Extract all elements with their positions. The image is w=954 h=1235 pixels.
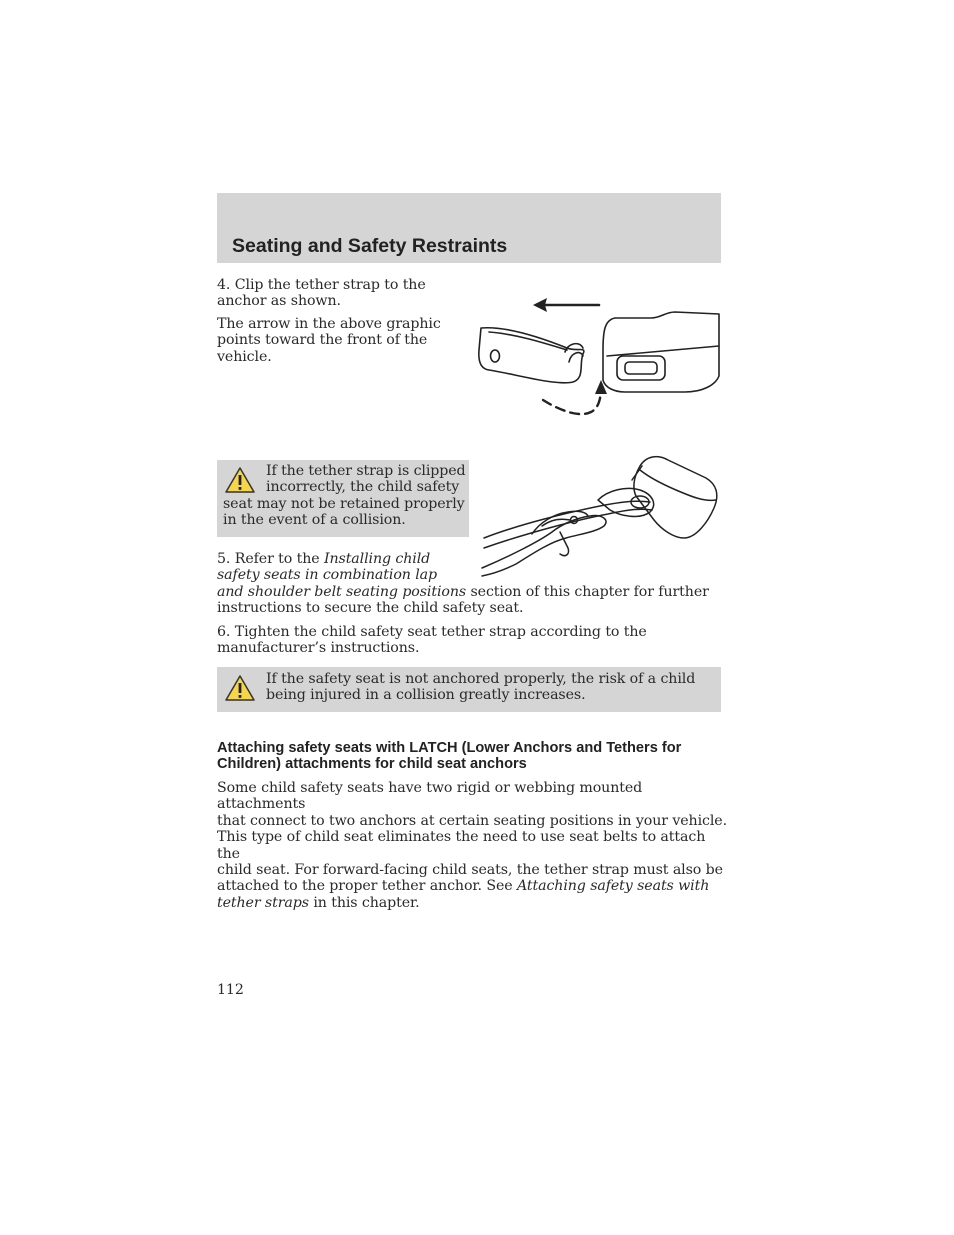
- warning-line: If the safety seat is not anchored properly, the risk of a child: [266, 671, 696, 687]
- warning-box-tether: [217, 460, 469, 537]
- warning-line: in the event of a collision.: [223, 512, 406, 529]
- latch-body-line: [217, 878, 732, 894]
- latch-heading-line: Attaching safety seats with LATCH (Lower Anchors and Tethers for: [217, 740, 682, 756]
- step-6-line: manufacturer’s instructions.: [217, 640, 420, 657]
- step-6-line: 6. Tighten the child safety seat tether strap according to the: [217, 624, 647, 640]
- step-5-suffix: section of this chapter for further: [466, 583, 709, 600]
- step-5-line: [217, 584, 727, 600]
- step-5-line: [217, 567, 727, 583]
- arrow-note-line: points toward the front of the: [217, 332, 428, 349]
- step-5-line: [217, 551, 727, 567]
- latch-body-line: that connect to two anchors at certain seating positions in your vehicle.: [217, 812, 728, 829]
- warning-text-first-lines: [266, 463, 466, 496]
- tether-hook: [479, 328, 584, 383]
- step-5-instruction: [217, 551, 727, 617]
- warning-line: being injured in a collision greatly increases.: [266, 687, 586, 704]
- warning-triangle-icon: [224, 466, 256, 494]
- arrow-note-line: vehicle.: [217, 348, 272, 365]
- warning-text: [266, 671, 716, 704]
- motion-dashed-arrow: [543, 386, 601, 414]
- latch-body-line: child seat. For forward-facing child seats, the tether strap must also be: [217, 862, 723, 879]
- cross-reference-link: and shoulder belt seating positions: [217, 583, 467, 600]
- latch-body-line: This type of child seat eliminates the need to use seat belts to attach the: [217, 829, 706, 862]
- motion-arrowhead: [595, 380, 607, 394]
- warning-triangle-icon: [224, 674, 256, 702]
- section-header-band: [217, 193, 721, 263]
- latch-heading-line: Children) attachments for child seat anchors: [217, 756, 527, 773]
- cross-reference-link: Attaching safety seats with: [516, 878, 710, 895]
- page-number: 112: [217, 982, 244, 998]
- latch-body-text: in this chapter.: [308, 894, 420, 911]
- cross-reference-link: safety seats in combination lap: [217, 567, 437, 584]
- latch-body-text: attached to the proper tether anchor. See: [217, 878, 517, 895]
- step-6-instruction: [217, 624, 727, 657]
- cross-reference-link: Installing child: [323, 551, 431, 567]
- arrow-note: [217, 316, 467, 365]
- latch-body: [217, 780, 732, 911]
- warning-line: incorrectly, the child safety: [266, 479, 460, 496]
- latch-heading: [217, 740, 727, 773]
- front-direction-arrowhead: [533, 298, 547, 312]
- warning-text-last-lines: [223, 496, 467, 529]
- latch-body-line: Some child safety seats have two rigid or webbing mounted attachments: [217, 780, 643, 813]
- step-5-prefix: 5. Refer to the: [217, 551, 324, 567]
- cross-reference-link: tether straps: [217, 894, 309, 911]
- step-4-instruction: [217, 277, 467, 310]
- warning-line: seat may not be retained properly: [223, 496, 465, 512]
- warning-box-anchoring: [217, 667, 721, 712]
- tether-clip-illustration: [475, 290, 725, 425]
- arrow-note-line: The arrow in the above graphic: [217, 316, 441, 332]
- step-4-line: anchor as shown.: [217, 293, 341, 310]
- section-title: Seating and Safety Restraints: [232, 235, 508, 257]
- warning-line: If the tether strap is clipped: [266, 463, 466, 479]
- step-5-line: instructions to secure the child safety seat.: [217, 600, 524, 617]
- step-4-line: 4. Clip the tether strap to the: [217, 277, 426, 293]
- latch-body-line: [217, 895, 732, 911]
